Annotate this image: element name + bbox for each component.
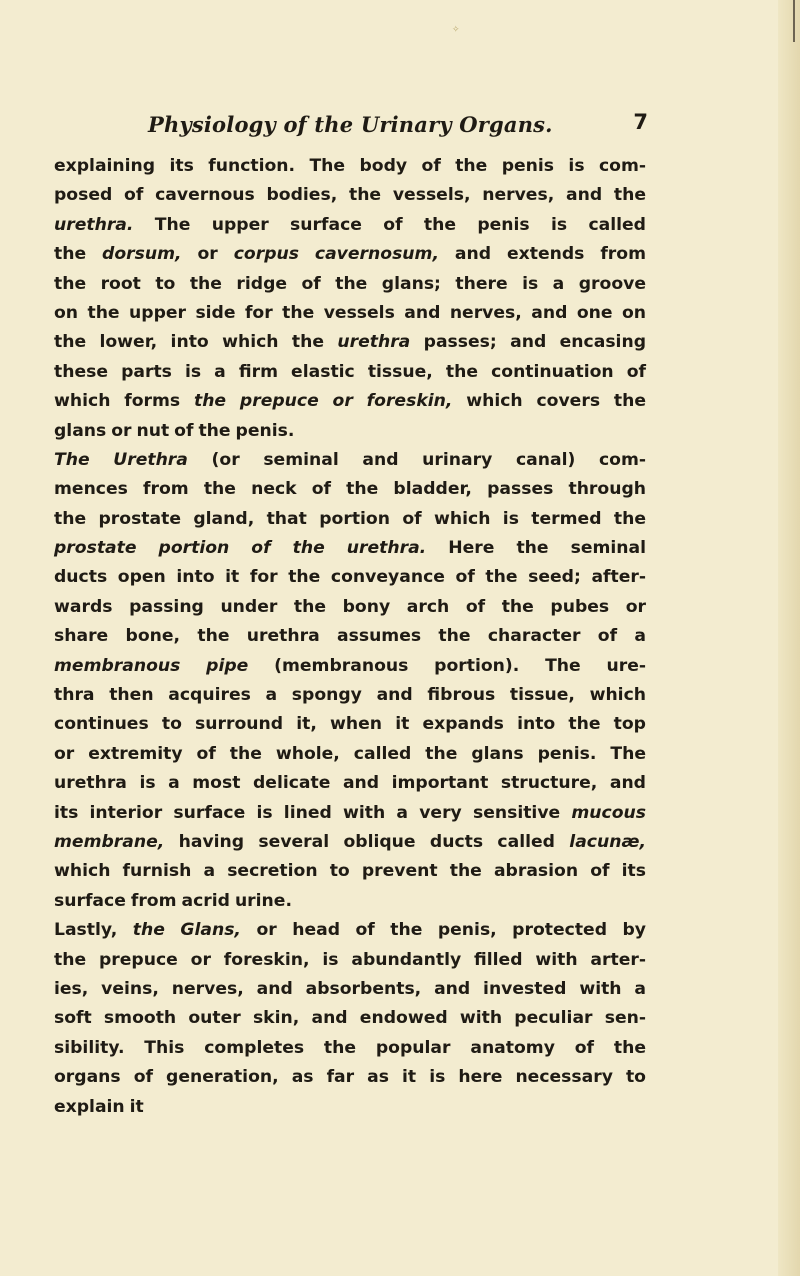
body-text (54, 152, 646, 1122)
text-line (54, 152, 646, 181)
italic-term: the prepuce or foreskin, (193, 391, 453, 412)
text-run: or head of the penis, protected by (240, 920, 646, 941)
text-run: sibility. This completes the popular anatomy of the (54, 1037, 646, 1058)
text-run: ducts open into it for the conveyance of the seed; after- (54, 567, 646, 588)
text-line (54, 358, 646, 387)
text-line (54, 328, 646, 357)
text-run: wards passing under the bony arch of the pubes or (54, 596, 646, 617)
text-run: mences from the neck of the bladder, passes through (54, 479, 646, 500)
text-run: explaining its function. The body of the penis is com- (54, 156, 646, 176)
text-line (54, 270, 646, 299)
text-run: or (181, 244, 234, 265)
text-line (54, 417, 646, 446)
text-line (54, 593, 646, 622)
text-run: Here the seminal (426, 538, 646, 559)
running-title: Physiology of the Urinary Organs. (148, 112, 553, 137)
text-run: glans or nut of the penis. (54, 420, 295, 441)
italic-term: prostate portion of the urethra. (54, 538, 427, 559)
text-run: having several oblique ducts called (164, 831, 570, 852)
italic-term: dorsum, (102, 244, 182, 265)
text-line (54, 710, 646, 739)
text-run: these parts is a firm elastic tissue, the continuation of (54, 361, 646, 382)
text-line (54, 681, 646, 710)
text-line (54, 446, 646, 475)
text-line (54, 769, 646, 798)
text-line (54, 1063, 646, 1092)
text-run: The upper surface of the penis is called (133, 214, 646, 235)
text-run: which forms (54, 391, 194, 412)
text-run: thra then acquires a spongy and fibrous tissue, which (54, 685, 646, 706)
text-run: the prostate gland, that portion of which is termed the (54, 508, 646, 529)
text-line (54, 1093, 646, 1122)
italic-term: urethra. (54, 214, 134, 235)
text-run: explain it (54, 1096, 144, 1117)
italic-term: corpus cavernosum, (233, 244, 439, 265)
italic-term: The Urethra (54, 449, 188, 470)
text-run: which covers the (452, 391, 646, 412)
italic-term: urethra (337, 332, 411, 353)
page-number: 7 (633, 110, 648, 134)
text-line (54, 240, 646, 269)
text-run: and extends from (438, 244, 646, 265)
italic-term: lacunæ, (569, 831, 646, 852)
margin-mark (793, 0, 795, 42)
page-header (148, 112, 648, 142)
text-run: the root to the ridge of the glans; there is a groove (54, 273, 646, 294)
text-line (54, 475, 646, 504)
text-run: organs of generation, as far as it is here necessary to (54, 1067, 646, 1088)
text-line (54, 505, 646, 534)
ink-blot: ✧ (452, 25, 460, 35)
text-line (54, 740, 646, 769)
text-run: Lastly, (54, 920, 133, 941)
text-line (54, 916, 646, 945)
text-line (54, 1004, 646, 1033)
text-run: continues to surround it, when it expands into the top (54, 714, 646, 735)
text-run: its interior surface is lined with a very sensitive (54, 802, 572, 823)
italic-term: mucous (571, 802, 646, 823)
text-line (54, 946, 646, 975)
text-run: (or seminal and urinary canal) com- (187, 449, 646, 470)
text-run: which furnish a secretion to prevent the abrasion of its (54, 861, 646, 882)
text-line (54, 857, 646, 886)
text-run: on the upper side for the vessels and nerves, and one on (54, 302, 646, 323)
text-line (54, 299, 646, 328)
text-line (54, 387, 646, 416)
text-line (54, 622, 646, 651)
page-edge (778, 0, 800, 1276)
text-run: passes; and encasing (410, 332, 646, 353)
text-run: surface from acrid urine. (54, 890, 292, 911)
text-line (54, 534, 646, 563)
text-line (54, 975, 646, 1004)
text-line (54, 652, 646, 681)
text-line (54, 181, 646, 210)
text-run: the (54, 244, 103, 265)
italic-term: membranous pipe (54, 655, 249, 676)
text-run: (membranous portion). The ure- (248, 655, 646, 676)
text-line (54, 799, 646, 828)
text-run: urethra is a most delicate and important structure, and (54, 773, 646, 794)
text-run: share bone, the urethra assumes the character of a (54, 626, 646, 647)
text-line (54, 211, 646, 240)
text-run: soft smooth outer skin, and endowed with peculiar sen- (54, 1008, 646, 1029)
text-run: ies, veins, nerves, and absorbents, and invested with a (54, 978, 646, 999)
text-line (54, 887, 646, 916)
text-line (54, 828, 646, 857)
text-run: posed of cavernous bodies, the vessels, nerves, and the (54, 185, 646, 206)
text-run: the prepuce or foreskin, is abundantly filled with arter- (54, 949, 646, 970)
italic-term: the Glans, (132, 920, 241, 941)
text-run: or extremity of the whole, called the glans penis. The (54, 743, 646, 764)
text-run: the lower, into which the (54, 332, 338, 353)
italic-term: membrane, (54, 831, 165, 852)
text-line (54, 1034, 646, 1063)
text-line (54, 563, 646, 592)
